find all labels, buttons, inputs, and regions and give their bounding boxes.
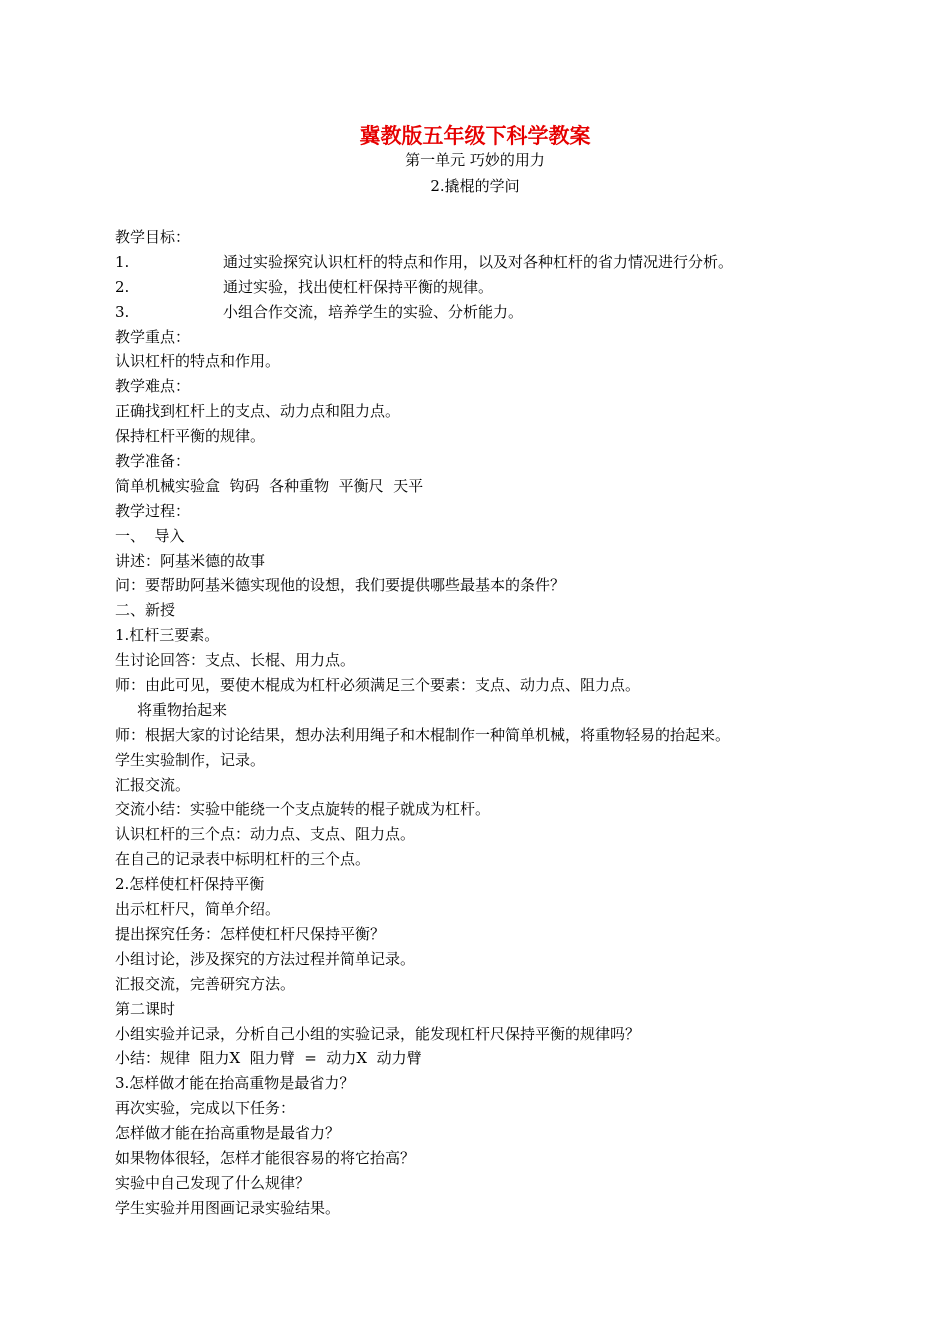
text-line: 2.怎样使杠杆保持平衡	[115, 875, 265, 894]
preparation-heading: 教学准备：	[115, 452, 191, 471]
text-line: 出示杠杆尺，简单介绍。	[115, 900, 281, 919]
text-line: 3.怎样做才能在抬高重物是最省力？	[115, 1074, 355, 1093]
text-line: 师：由此可见，要使木棍成为杠杆必须满足三个要素：支点、动力点、阻力点。	[115, 676, 641, 695]
text-line: 学生实验制作，记录。	[115, 750, 266, 769]
text-line: 小组讨论，涉及探究的方法过程并简单记录。	[115, 949, 416, 968]
lesson-subtitle: 2.撬棍的学问	[430, 177, 520, 195]
text-line: 1.杠杆三要素。	[115, 626, 220, 645]
text-line: 如果物体很轻，怎样才能很容易的将它抬高？	[115, 1148, 416, 1167]
document-title: 冀教版五年级下科学教案	[359, 123, 591, 148]
text-line: 再次实验，完成以下任务：	[115, 1099, 296, 1118]
goal-number: 2.	[115, 277, 130, 296]
text-line: 学生实验并用图画记录实验结果。	[115, 1198, 341, 1217]
text-line: 汇报交流，完善研究方法。	[115, 974, 296, 993]
goal-item	[115, 300, 915, 325]
text-line: 提出探究任务：怎样使杠杆尺保持平衡？	[115, 924, 386, 943]
goal-text: 小组合作交流，培养学生的实验、分析能力。	[223, 302, 524, 321]
goal-text: 通过实验探究认识杠杆的特点和作用，以及对各种杠杆的省力情况进行分析。	[223, 252, 734, 271]
goal-number: 1.	[115, 252, 130, 271]
goal-text: 通过实验，找出使杠杆保持平衡的规律。	[223, 277, 494, 296]
difficulty-heading: 教学难点：	[115, 377, 191, 396]
text-line: 简单机械实验盒 钩码 各种重物 平衡尺 天平	[115, 476, 424, 495]
text-line: 问：要帮助阿基米德实现他的设想，我们要提供哪些最基本的条件？	[115, 576, 566, 595]
goal-item	[115, 275, 915, 300]
text-line: 怎样做才能在抬高重物是最省力？	[115, 1124, 341, 1143]
section-heading: 一、 导入	[115, 526, 185, 545]
document-body	[115, 225, 915, 1221]
unit-subtitle: 第一单元 巧妙的用力	[405, 151, 545, 169]
text-line: 保持杠杆平衡的规律。	[115, 427, 266, 446]
text-line: 讲述：阿基米德的故事	[115, 551, 266, 570]
key-points-heading: 教学重点：	[115, 327, 191, 346]
text-line: 实验中自己发现了什么规律？	[115, 1173, 311, 1192]
text-line: 将重物抬起来	[137, 700, 228, 719]
text-line: 认识杠杆的三个点：动力点、支点、阻力点。	[115, 825, 416, 844]
text-line: 汇报交流。	[115, 775, 191, 794]
text-line: 师：根据大家的讨论结果，想办法利用绳子和木棍制作一种简单机械，将重物轻易的抬起来。	[115, 725, 731, 744]
text-line: 认识杠杆的特点和作用。	[115, 352, 281, 371]
section-heading: 二、新授	[115, 601, 176, 620]
section-heading: 第二课时	[115, 999, 176, 1018]
text-line: 小组实验并记录，分析自己小组的实验记录，能发现杠杆尺保持平衡的规律吗？	[115, 1024, 641, 1043]
text-line: 正确找到杠杆上的支点、动力点和阻力点。	[115, 402, 401, 421]
process-heading: 教学过程：	[115, 501, 191, 520]
text-line: 交流小结：实验中能绕一个支点旋转的棍子就成为杠杆。	[115, 800, 491, 819]
goal-item	[115, 250, 915, 275]
formula-line: 小结：规律 阻力X 阻力臂 = 动力X 动力臂	[115, 1049, 422, 1068]
text-line: 在自己的记录表中标明杠杆的三个点。	[115, 850, 371, 869]
text-line: 生讨论回答：支点、长棍、用力点。	[115, 651, 356, 670]
goals-heading: 教学目标：	[115, 228, 191, 246]
goal-number: 3.	[115, 302, 130, 321]
